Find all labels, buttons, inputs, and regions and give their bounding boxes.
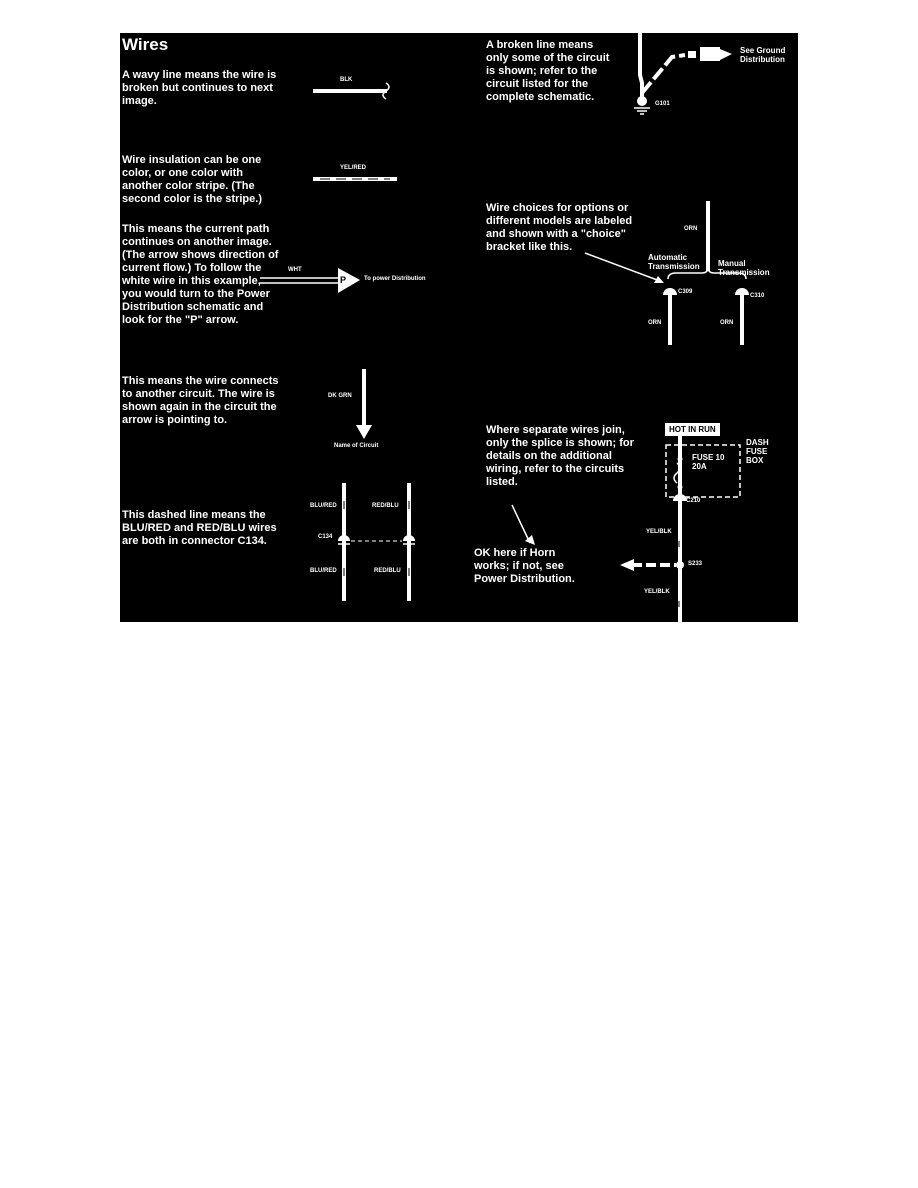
note-splice: Where separate wires join, only the splice is shown; for details on the additional wiring, refer to the circuits listed.: [486, 424, 634, 488]
label-orn-right: ORN: [720, 320, 734, 326]
label-c210: C210: [686, 498, 701, 504]
note-connects: This means the wire connects to another circuit. The wire is shown again in the circuit the arrow is pointing to.: [122, 375, 279, 426]
label-to-power: To power Distribution: [364, 276, 426, 282]
label-s233: S233: [688, 561, 703, 567]
label-blk: BLK: [340, 77, 353, 83]
label-orn-top: ORN: [684, 226, 698, 232]
label-yel-blk-top: YEL/BLK: [646, 529, 672, 535]
label-red-blu-top: RED/BLU: [372, 503, 399, 509]
label-yel-blk-bottom: YEL/BLK: [644, 589, 670, 595]
wavy-wire-symbol: [313, 83, 389, 99]
label-c310: C310: [750, 293, 765, 299]
label-red-blu-bottom: RED/BLU: [374, 568, 401, 574]
label-blu-red-bottom: BLU/RED: [310, 568, 337, 574]
label-manual-transmission: Manual Transmission: [718, 259, 770, 277]
label-see-ground: See Ground Distribution: [740, 46, 786, 64]
label-c309: C309: [678, 289, 693, 295]
label-automatic-transmission: Automatic Transmission: [648, 253, 700, 271]
connector-c134-wires: [338, 483, 415, 601]
pointer-arrow-icon: [512, 505, 535, 545]
note-wavy-line: A wavy line means the wire is broken but continues to next image.: [122, 69, 277, 107]
note-broken-line: A broken line means only some of the circuit is shown; refer to the circuit listed for the complete schematic.: [486, 39, 610, 103]
label-g101: G101: [655, 101, 670, 107]
ground-wire-symbol: [640, 33, 732, 98]
hot-in-run-badge: HOT IN RUN: [665, 423, 720, 436]
ground-icon: [634, 96, 650, 114]
label-fuse-10: FUSE 10 20A: [692, 453, 725, 471]
label-dk-grn: DK GRN: [328, 393, 352, 399]
label-yel-red: YEL/RED: [340, 165, 367, 171]
note-dashed-line: This dashed line means the BLU/RED and RED/BLU wires are both in connector C134.: [122, 509, 277, 547]
note-insulation: Wire insulation can be one color, or one color with another color stripe. (The second color is the stripe.): [122, 154, 262, 205]
note-current-path: This means the current path continues on another image. (The arrow shows direction of current flow.) To follow the white wire in this example, you would turn to the Power Distribution schematic and look for the "P" arrow.: [122, 223, 279, 326]
note-wire-choices: Wire choices for options or different models are labeled and shown with a "choice" bracket like this.: [486, 202, 633, 253]
p-arrow-label: P: [340, 275, 347, 285]
label-name-of-circuit: Name of Circuit: [334, 443, 379, 449]
label-c134: C134: [318, 534, 333, 540]
label-orn-left: ORN: [648, 320, 662, 326]
page-title: Wires: [122, 35, 169, 54]
note-horn: OK here if Horn works; if not, see Power Distribution.: [474, 547, 575, 585]
label-dash-fuse-box: DASH FUSE BOX: [746, 438, 769, 465]
label-blu-red-top: BLU/RED: [310, 503, 337, 509]
label-wht: WHT: [288, 267, 302, 273]
splice-s233: [620, 541, 684, 622]
down-arrow-icon: [356, 369, 372, 439]
wires-diagram-panel: [120, 33, 798, 622]
striped-wire-symbol: [313, 177, 397, 181]
